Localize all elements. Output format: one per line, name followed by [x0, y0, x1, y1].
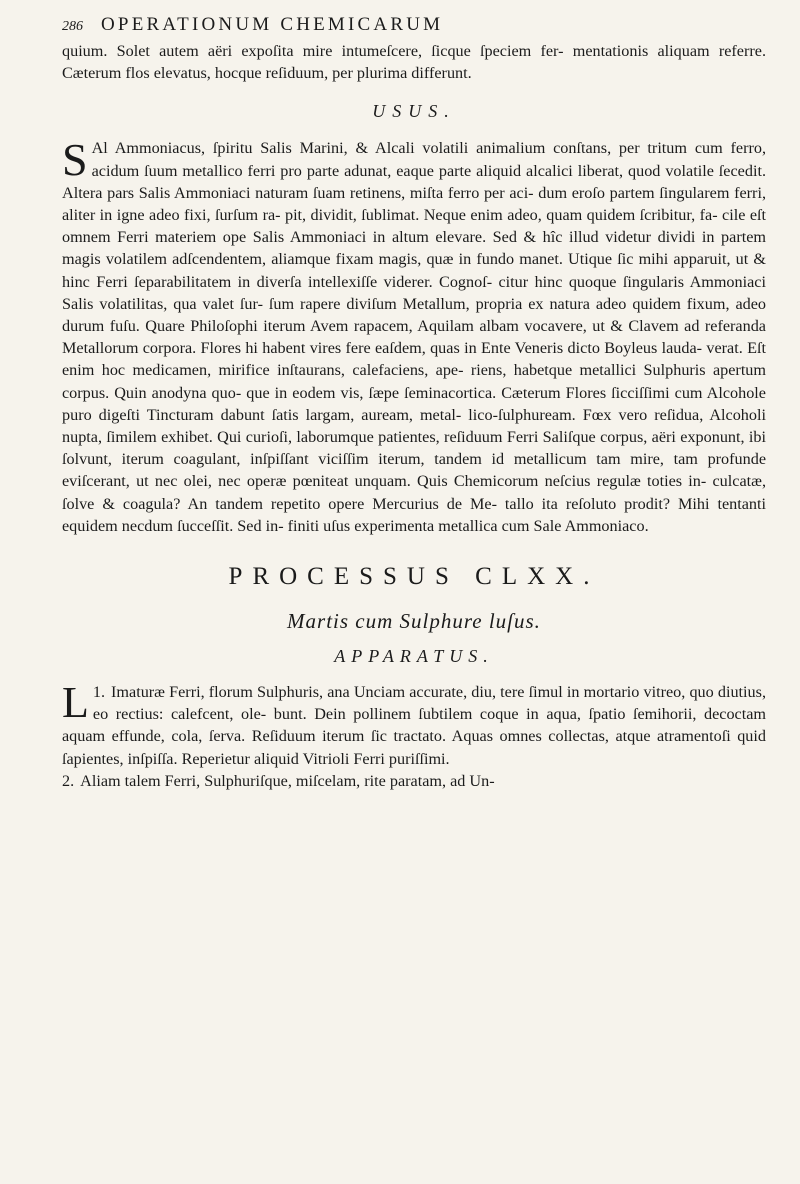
apparatus-item-1: [62, 678, 766, 770]
item-number: 2.: [62, 771, 75, 790]
page-number: 286: [62, 19, 83, 34]
usus-paragraph: [62, 134, 766, 537]
drop-cap-initial: S: [62, 134, 88, 186]
processus-title: PROCESSUS CLXX.: [228, 563, 600, 591]
running-title: OPERATIONUM CHEMICARUM: [101, 14, 444, 35]
item-number: 1.: [92, 683, 106, 702]
apparatus-item-2: [62, 770, 766, 792]
apparatus-heading: APPARATUS.: [334, 646, 494, 667]
processus-subtitle: Martis cum Sulphure luſus.: [287, 609, 541, 634]
page-header: [62, 14, 766, 40]
drop-cap-initial: L: [62, 678, 89, 728]
item-text: Aliam talem Ferri, Sulphuriſque, miſcelam, rite paratam, ad Un-: [80, 771, 495, 790]
item-text: Imaturæ Ferri, florum Sulphuris, ana Unciam accurate, diu, tere ſimul in mortario vitreo, quo diutius, eo rectius: calefcent, ole- bunt. Dein pollinem ſubtilem coque in aqua, ſpatio ſemihorii, decoctam aquam effunde, cola, ſerva. Reſiduum iterum ſic tractato. Aquas omnes collectas, atque atramentoſi quid ſapientes, inſpiſſa. Reperietur aliquid Vitrioli Ferri puriſſimi.: [62, 683, 766, 768]
usus-text: Al Ammoniacus, ſpiritu Salis Marini, & Alcali volatili animalium conſtans, per tritum cum ferro, acidum ſuum metallico ferri pro parte adunat, eaque parte aliquid alcalici liberat, quod volatile ſecedit. Altera pars Salis Ammoniaci naturam ſuam retinens, miſta ferro per aci- dum eroſo partem ſingularem ferri, aliter in igne adeo fixi, ſurſum ra- pit, dividit, ſublimat. Neque enim adeo, quam quidem ſcribitur, fa- cile eſt omnem Ferri materiem ope Salis Ammoniaci in altum elevare. Sed & hîc illud videtur dividi in partem magis volatilem adſcendentem, aliamque fixam magis, quæ in fundo manet. Utique ſic mihi apparuit, ut & hinc Ferri ſeparabilitatem in diverſa intellexiſſe viderer. Cognoſ- citur hinc quoque ſingularis Ammoniaci Salis volatilitas, qua valet ſur- ſum rapere diviſum Metallum, propria ex natura adeo quidem fixum, adeo durum fuſu. Quare Philoſophi iterum Avem rapacem, Aquilam albam vocavere, ut & Clavem ad referanda Metallorum corpora. Flores hi habent vires fere eaſdem, quas in Ente Veneris dicto Boyleus lauda- verat. Eſt enim hoc medicamen, mirifice inſtaurans, calefaciens, ape- riens, habetque metallici Sulphuris apertum corpus. Quin anodyna quo- que in eodem vis, ſæpe ſeminacortica. Cæterum Flores ſicciſſimi cum Alcohole puro digeſti Tincturam dabunt ſatis largam, auream, metal- lico-ſulphuream. Fœx vero reſidua, Alcoholi nupta, ſimilem exhibet. Qui curioſi, laborumque patientes, reſiduum Ferri Saliſque corpus, aëri exponunt, ibi ſolvunt, iterum coagulant, inſpiſſant viciſſim iterum, tandem id metallicum tam mire, tam profunde eviſcerant, ut nec olei, nec operæ pœniteat unquam. Quis Chemicorum neſcius regulæ toties in- culcatæ, ſolve & coagula? An tandem repetito opere Mercurius de Me- tallo ita reſoluto prodit? Mihi tentanti equidem necdum ſucceſſit. Sed in- finiti uſus experimenta metallica cum Sale Ammoniaco.: [62, 139, 766, 535]
usus-heading: USUS.: [372, 101, 456, 122]
intro-paragraph: quium. Solet autem aëri expoſita mire intumeſcere, ſicque ſpeciem fer- mentationis aliquam referre. Cæterum flos elevatus, hocque reſiduum, per plurima differunt.: [62, 42, 766, 83]
